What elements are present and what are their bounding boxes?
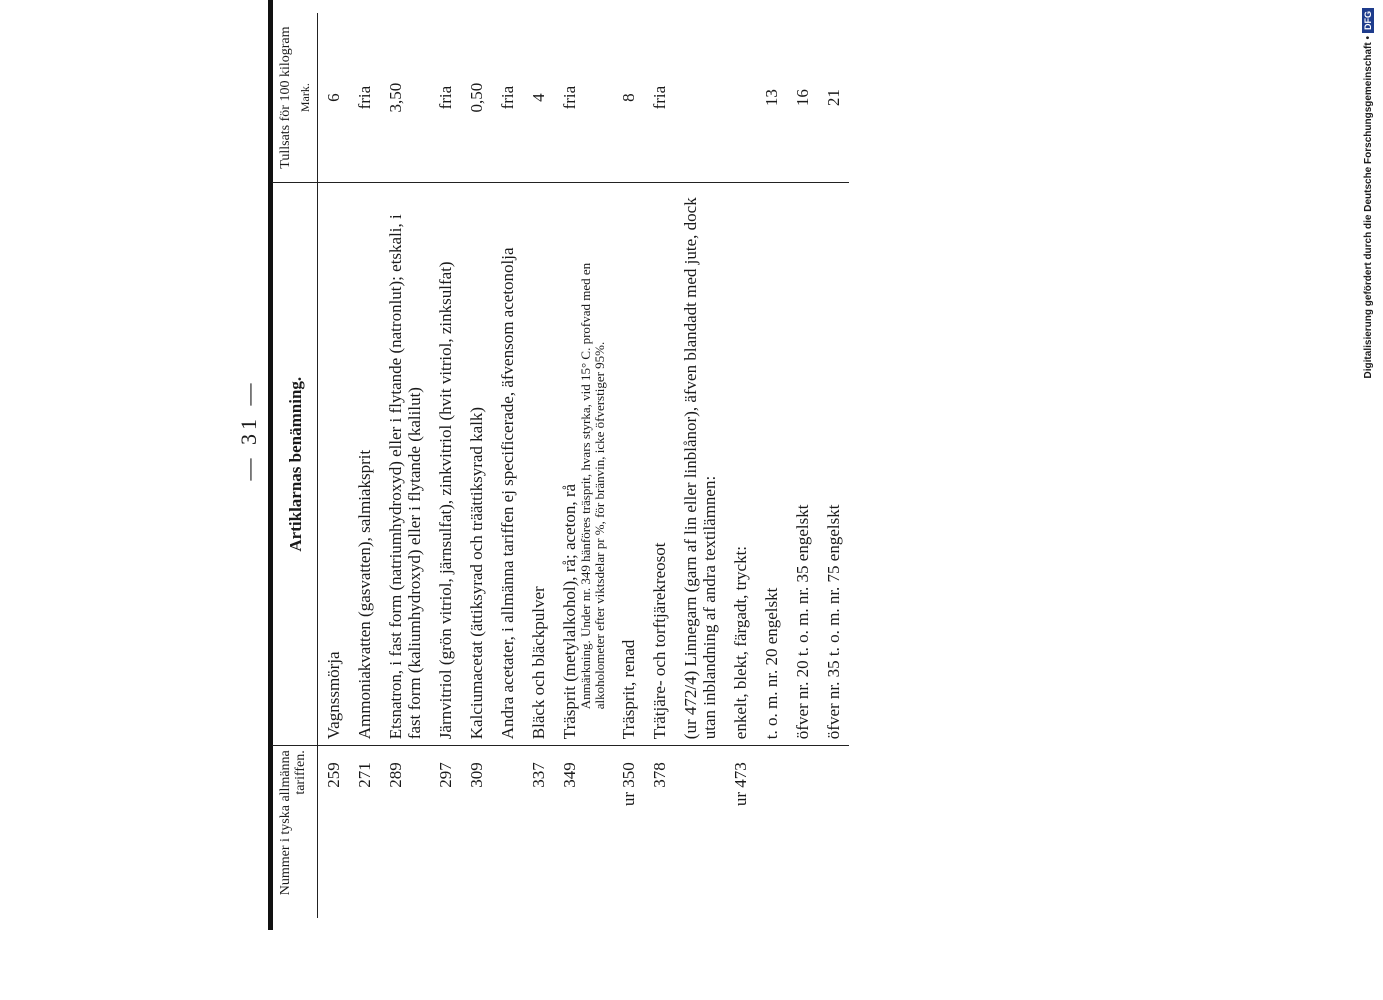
page-number: — 31 — — [236, 379, 261, 481]
article-text: öfver nr. 35 t. o. m. nr. 75 engelskt — [824, 504, 843, 740]
article-text: öfver nr. 20 t. o. m. nr. 35 engelskt — [793, 504, 812, 740]
article-text: (ur 472/4) Linnegarn (garn af lin eller linblånor), äfven blandadt med jute, dock utan inblandning af andra textilämnen: — [681, 197, 719, 740]
rotated-page — [236, 0, 1202, 930]
row-number: 337 — [523, 746, 554, 918]
row-article — [380, 183, 430, 746]
table-row — [380, 13, 430, 918]
article-text: Bläck och bläckpulver — [529, 586, 548, 740]
header-article: Artiklarnas benämning. — [272, 183, 318, 746]
row-rate: fria — [644, 13, 675, 183]
article-text: Kalciumacetat (ättiksyrad och träättiksyrad kalk) — [467, 406, 486, 740]
article-text: enkelt, blekt, färgadt, tryckt: — [731, 545, 750, 740]
table-row — [523, 13, 554, 918]
row-article — [787, 183, 818, 746]
article-note: Anmärkning. Under nr. 349 hänföres träsprit, hvars styrka, vid 15° C. profvad med en alkoholometer efter viktsdelar pr %, för bränvin, icke öfverstiger 95%. — [578, 262, 607, 710]
row-article — [461, 183, 492, 746]
table-row — [818, 13, 849, 918]
digitization-credit — [1357, 8, 1379, 393]
table-row — [554, 13, 613, 918]
row-number: 289 — [380, 746, 430, 918]
article-text: Ammoniakvatten (gasvatten), salmiaksprit — [355, 449, 374, 740]
row-number: 309 — [461, 746, 492, 918]
dfg-logo: DFG — [1362, 8, 1374, 33]
table-row — [787, 13, 818, 918]
table-row — [644, 13, 675, 918]
row-rate: 21 — [818, 13, 849, 183]
table-row — [318, 13, 350, 918]
header-rate-label: Tullsats för 100 kilogram — [278, 26, 293, 169]
row-number: ur 473 — [725, 746, 756, 918]
row-article — [675, 183, 725, 746]
row-number: 297 — [430, 746, 461, 918]
table-row — [725, 13, 756, 918]
row-article — [613, 183, 644, 746]
table-row — [430, 13, 461, 918]
table-row — [675, 13, 725, 918]
header-rate-unit: Mark. — [298, 83, 312, 113]
row-number: ur 350 — [613, 746, 644, 918]
row-article — [318, 183, 350, 746]
article-text: Etsnatron, i fast form (natriumhydroxyd) eller i flytande (natronlut); etskali, i fast form (kaliumhydroxyd) eller i flytande (kalilut) — [386, 214, 424, 740]
row-number — [492, 746, 523, 918]
article-text: Träsprit (metylalkohol), rå; aceton, rå — [560, 483, 579, 740]
article-text: t. o. m. nr. 20 engelskt — [762, 587, 781, 740]
row-article — [554, 183, 613, 746]
row-number — [818, 746, 849, 918]
row-article — [818, 183, 849, 746]
row-rate — [675, 13, 725, 183]
row-rate — [725, 13, 756, 183]
row-rate: 13 — [756, 13, 787, 183]
article-text: Vagnssmörja — [324, 651, 343, 740]
row-number: 259 — [318, 746, 350, 918]
row-number: 349 — [554, 746, 613, 918]
row-rate: 0,50 — [461, 13, 492, 183]
row-rate: fria — [430, 13, 461, 183]
row-article — [430, 183, 461, 746]
header-rate — [272, 13, 318, 183]
article-text: Andra acetater, i allmänna tariffen ej specificerade, äfvensom acetonolja — [498, 247, 517, 740]
row-rate: 4 — [523, 13, 554, 183]
row-number — [756, 746, 787, 918]
table-row — [756, 13, 787, 918]
row-rate: fria — [349, 13, 380, 183]
article-text: Järnvitriol (grön vitriol, järnsulfat), zinkvitriol (hvit vitriol, zinksulfat) — [436, 261, 455, 740]
row-number — [675, 746, 725, 918]
article-text: Träsprit, renad — [619, 639, 638, 740]
row-article — [523, 183, 554, 746]
row-rate: 16 — [787, 13, 818, 183]
table-body — [318, 13, 850, 918]
header-number: Nummer i tyska allmänna tariffen. — [272, 746, 318, 918]
tariff-table — [272, 13, 849, 918]
row-number: 378 — [644, 746, 675, 918]
row-article — [349, 183, 380, 746]
row-rate: fria — [492, 13, 523, 183]
table-row — [613, 13, 644, 918]
row-number — [787, 746, 818, 918]
row-article — [756, 183, 787, 746]
row-number: 271 — [349, 746, 380, 918]
row-article — [492, 183, 523, 746]
table-row — [461, 13, 492, 918]
row-rate: 6 — [318, 13, 350, 183]
row-article — [644, 183, 675, 746]
table-row — [492, 13, 523, 918]
row-rate: fria — [554, 13, 613, 183]
table-header-row — [272, 13, 318, 918]
article-text: Trätjäre- och torftjärekreosot — [650, 542, 669, 740]
row-rate: 3,50 — [380, 13, 430, 183]
table-row — [349, 13, 380, 918]
row-rate: 8 — [613, 13, 644, 183]
credit-text: Digitalisierung gefördert durch die Deutsche Forschungsgemeinschaft • — [1362, 36, 1374, 379]
row-article — [725, 183, 756, 746]
